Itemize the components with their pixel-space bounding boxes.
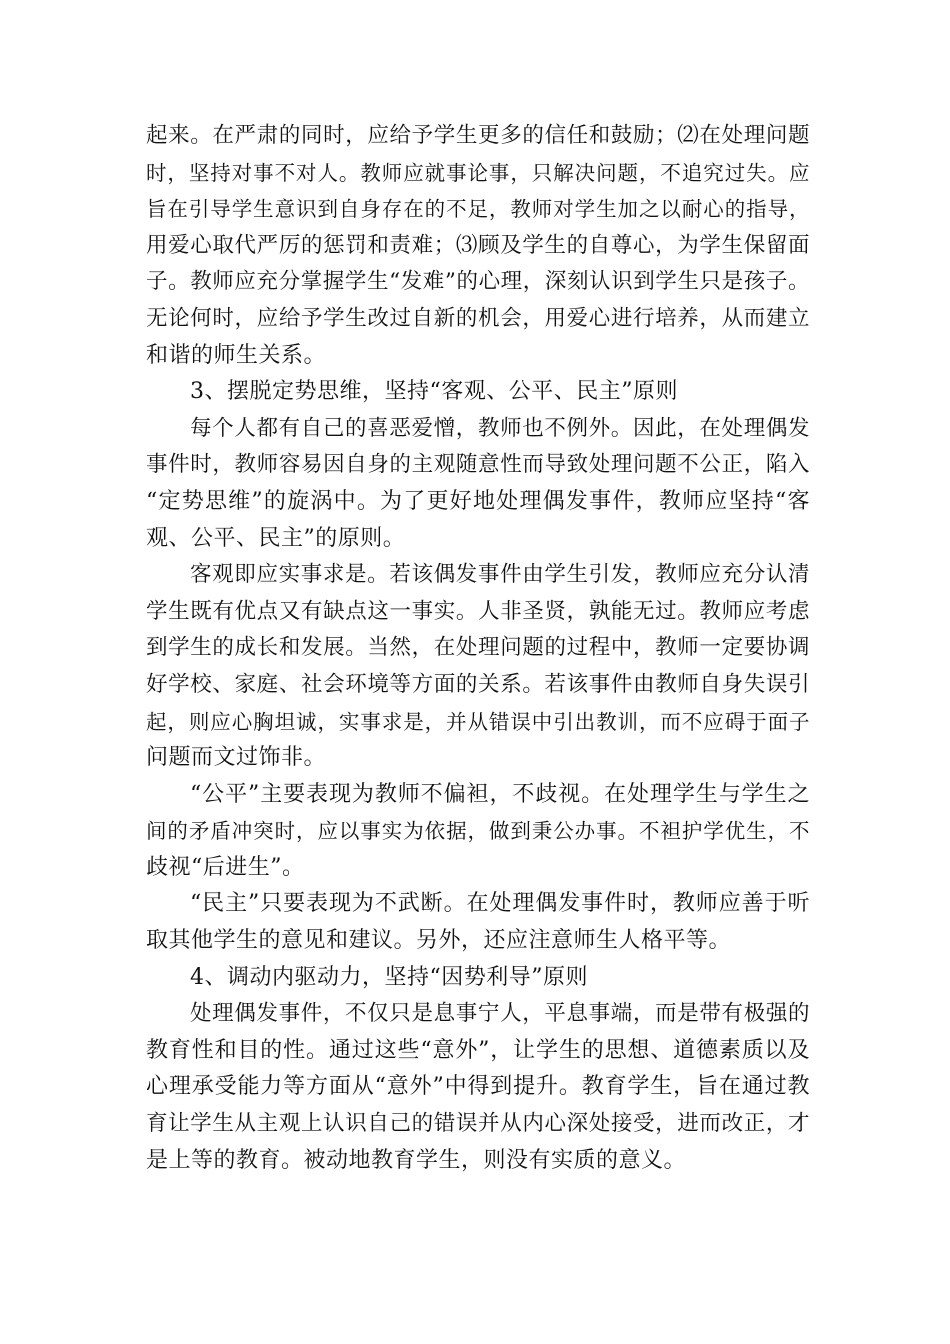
text-line: 和谐的师生关系。: [146, 342, 327, 368]
text-line: 每个人都有自己的喜恶爱憎，教师也不例外。因此，在处理偶发: [190, 415, 810, 441]
document-body: [146, 118, 810, 1179]
text-line: 育让学生从主观上认识自己的错误并从内心深处接受，进而改正，才: [146, 1111, 810, 1137]
text-line: 问题而文过饰非。: [146, 745, 327, 771]
text-line: 歧视“后进生”。: [146, 854, 305, 880]
text-line: 好学校、家庭、社会环境等方面的关系。若该事件由教师自身失误引: [146, 671, 810, 697]
text-line: 教育性和目的性。通过这些“意外”，让学生的思想、道德素质以及: [146, 1037, 810, 1063]
text-line: 子。教师应充分掌握学生“发难”的心理，深刻认识到学生只是孩子。: [146, 269, 810, 295]
text-line: 观、公平、民主”的原则。: [146, 525, 406, 551]
text-line: 用爱心取代严厉的惩罚和责难；⑶顾及学生的自尊心，为学生保留面: [146, 232, 810, 258]
text-line: 时，坚持对事不对人。教师应就事论事，只解决问题，不追究过失。应: [146, 160, 810, 185]
text-line: 事件时，教师容易因自身的主观随意性而导致处理问题不公正，陷入: [146, 452, 810, 478]
document-page: [146, 118, 810, 1179]
text-line: 客观即应实事求是。若该偶发事件由学生引发，教师应充分认清: [190, 562, 810, 588]
text-line: 处理偶发事件，不仅只是息事宁人，平息事端，而是带有极强的: [190, 1001, 810, 1027]
text-line: 心理承受能力等方面从“意外”中得到提升。教育学生，旨在通过教: [146, 1074, 810, 1100]
text-line: “民主”只要表现为不武断。在处理偶发事件时，教师应善于听: [190, 891, 810, 917]
text-line: 学生既有优点又有缺点这一事实。人非圣贤，孰能无过。教师应考虑: [146, 598, 810, 624]
text-line: 起，则应心胸坦诚，实事求是，并从错误中引出教训，而不应碍于面子: [146, 709, 810, 734]
text-line: 起来。在严肃的同时，应给予学生更多的信任和鼓励；⑵在处理问题: [146, 123, 810, 148]
text-line: 间的矛盾冲突时，应以事实为依据，做到秉公办事。不袒护学优生，不: [146, 819, 810, 844]
text-line: “公平”主要表现为教师不偏袒，不歧视。在处理学生与学生之: [190, 781, 810, 807]
text-line: “定势思维”的旋涡中。为了更好地处理偶发事件，教师应坚持“客: [146, 488, 810, 514]
text-line: 到学生的成长和发展。当然，在处理问题的过程中，教师一定要协调: [146, 635, 810, 661]
text-line: 3、摆脱定势思维，坚持“客观、公平、民主”原则: [190, 379, 678, 405]
text-line: 旨在引导学生意识到自身存在的不足，教师对学生加之以耐心的指导，: [146, 197, 810, 222]
text-line: 取其他学生的意见和建议。另外，还应注意师生人格平等。: [146, 928, 732, 954]
text-line: 4、调动内驱动力，坚持“因势利导”原则: [190, 964, 588, 990]
text-line: 无论何时，应给予学生改过自新的机会，用爱心进行培养，从而建立: [146, 305, 810, 331]
text-line: 是上等的教育。被动地教育学生，则没有实质的意义。: [146, 1147, 687, 1173]
